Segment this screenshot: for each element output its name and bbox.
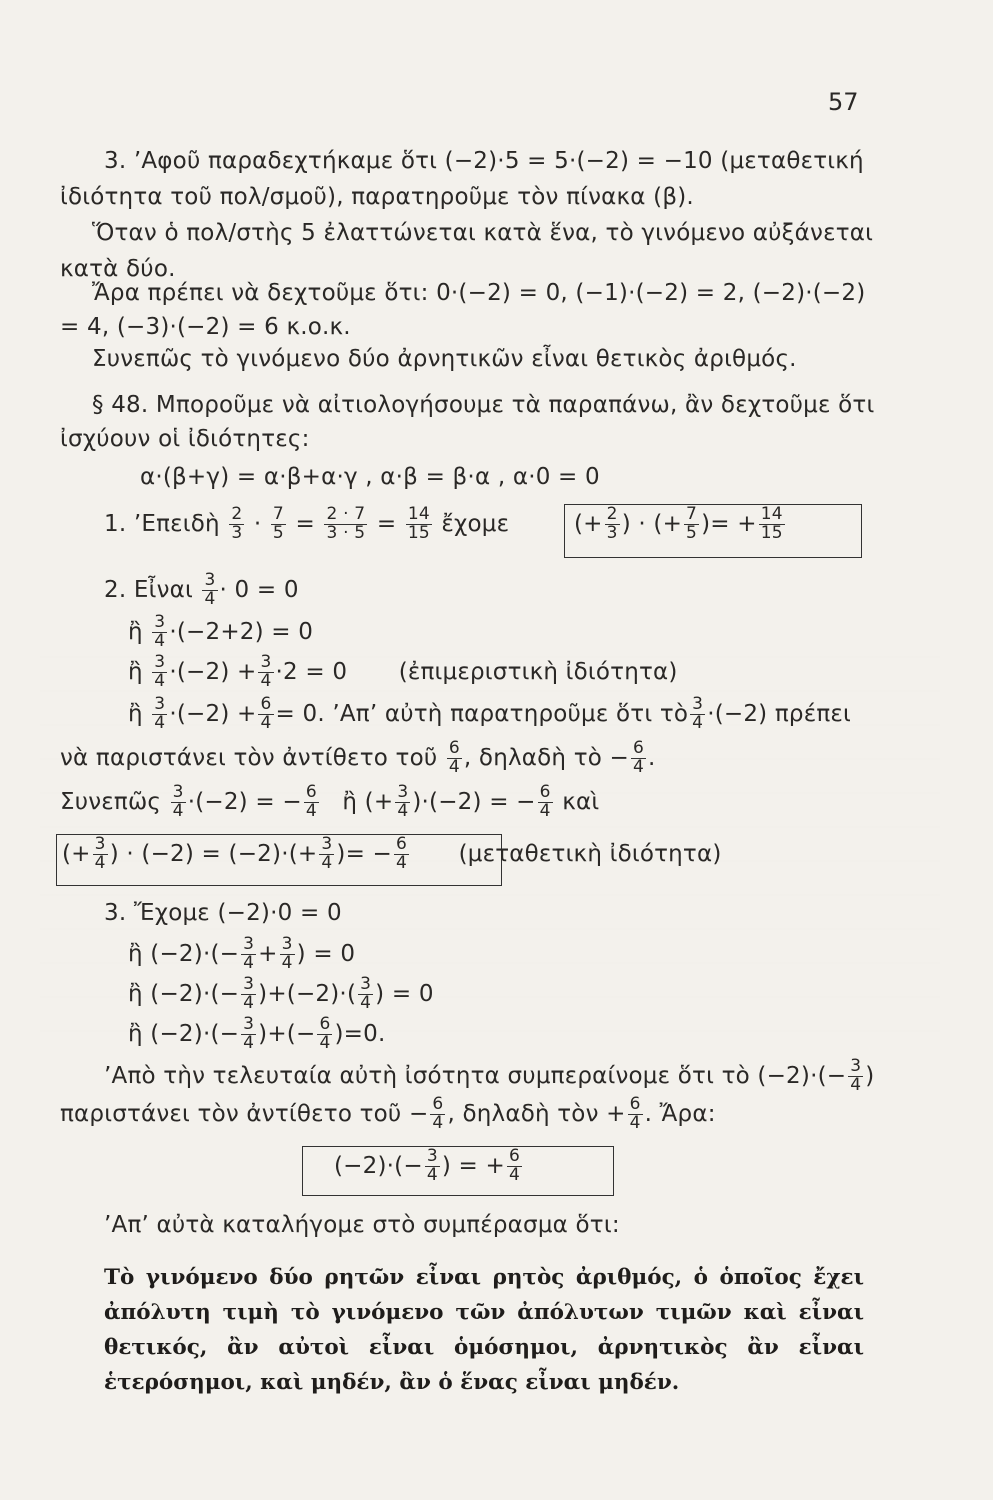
fraction: $\frac{7}{5}$ [272,504,284,543]
fraction: $\frac{14}{15}$ [407,504,430,543]
item2-line-d: ἢ $\frac{3}{4}$ ·(−2) + $\frac{6}{4}$ = 0. ’Απ’ αὐτὴ παρατηροῦμε ὅτι τὸ $\frac{3}{4}$ ·(−2) πρέπει [128,694,852,733]
item1-line: 1. ’Επειδὴ $\frac{2}{3}$ · $\frac{7}{5}$ = $\frac{2 \cdot 7}{3 \cdot 5}$ = $\frac{14}{15}$ ἔχομε [104,504,510,543]
item2-line-f: Συνεπῶς $\frac{3}{4}$ ·(−2) = − $\frac{6}{4}$ ἢ (+ $\frac{3}{4}$ )·(−2) = − $\frac{6}{4}$ καὶ [60,782,600,821]
boxed-formula-3-content: (−2)·(− $\frac{3}{4}$ ) = + $\frac{6}{4}$ [334,1146,521,1185]
p3-line6: = 4, (−3)·(−2) = 6 κ.ο.κ. [60,314,351,340]
item2-line-e: νὰ παριστάνει τὸν ἀντίθετο τοῦ $\frac{6}{4}$ , δηλαδὴ τὸ − $\frac{6}{4}$ . [60,738,656,777]
item3-line-a: 3. Ἔχομε (−2)·0 = 0 [104,900,342,926]
s48-line1: § 48. Μποροῦμε νὰ αἰτιολογήσουμε τὰ παραπάνω, ἂν δεχτοῦμε ὅτι [92,392,875,418]
p3-line1: 3. ’Αφοῦ παραδεχτήκαμε ὅτι (−2)·5 = 5·(−2) = −10 (μεταθετική [104,148,864,174]
conclusion-intro: ’Απ’ αὐτὰ καταλήγομε στὸ συμπέρασμα ὅτι: [104,1212,620,1238]
s48-properties: α·(β+γ) = α·β+α·γ , α·β = β·α , α·0 = 0 [140,464,600,490]
item2-line-b: ἢ $\frac{3}{4}$ ·(−2+2) = 0 [128,612,314,651]
p3-line4: κατὰ δύο. [60,256,176,282]
page-number: 57 [828,88,859,116]
fraction: $\frac{2 \cdot 7}{3 \cdot 5}$ [326,504,366,543]
item2-line-g: (+ $\frac{3}{4}$ ) · (−2) = (−2)·(+ $\frac{3}{4}$ )= − $\frac{6}{4}$ (μεταθετικὴ ἰδιότητα) [62,834,722,873]
p3-line3: Ὅταν ὁ πολ/στὴς 5 ἐλαττώνεται κατὰ ἕνα, τὸ γινόμενο αὐξάνεται [92,220,874,246]
p3-line5: Ἄρα πρέπει νὰ δεχτοῦμε ὅτι: 0·(−2) = 0, (−1)·(−2) = 2, (−2)·(−2) [92,280,866,306]
p3-line7: Συνεπῶς τὸ γινόμενο δύο ἀρνητικῶν εἶναι θετικὸς ἀριθμός. [92,346,797,372]
s48-line2: ἰσχύουν οἱ ἰδιότητες: [60,426,310,452]
item3-line-b: ἢ (−2)·(− $\frac{3}{4}$ + $\frac{3}{4}$ ) = 0 [128,934,356,973]
item2-line-c: ἢ $\frac{3}{4}$ ·(−2) + $\frac{3}{4}$ ·2 = 0 (ἐπιμεριστικὴ ἰδιότητα) [128,652,678,691]
item2-line-a: 2. Εἶναι $\frac{3}{4}$ · 0 = 0 [104,570,299,609]
item3-line-c: ἢ (−2)·(− $\frac{3}{4}$ )+(−2)·( $\frac{3}{4}$ ) = 0 [128,974,434,1013]
boxed-formula-1-content: (+ $\frac{2}{3}$ ) · (+ $\frac{7}{5}$ )= + $\frac{14}{15}$ [574,504,783,543]
p3-line2: ἰδιότητα τοῦ πολ/σμοῦ), παρατηροῦμε τὸν πίνακα (β). [60,184,694,210]
item3-line-e: ’Απὸ τὴν τελευταία αὐτὴ ἰσότητα συμπεραίνομε ὅτι τὸ (−2)·(− $\frac{3}{4}$ ) [104,1056,875,1095]
fraction: $\frac{2}{3}$ [231,504,243,543]
item3-line-f: παριστάνει τὸν ἀντίθετο τοῦ − $\frac{6}{4}$ , δηλαδὴ τὸν + $\frac{6}{4}$ . Ἄρα: [60,1094,716,1133]
conclusion-statement: Τὸ γινόμενο δύο ρητῶν εἶναι ρητὸς ἀριθμός, ὁ ὁποῖος ἔχει ἀπόλυτη τιμὴ τὸ γινόμενο τῶν ἀπόλυτων τιμῶν καὶ εἶναι θετικός, ἂν αὐτοὶ εἶναι ὁμόσημοι, ἀρνητικὸς ἂν εἶναι ἑτερόσημοι, καὶ μηδέν, ἂν ὁ ἕνας εἶναι μηδέν. [104,1265,864,1395]
item3-line-d: ἢ (−2)·(− $\frac{3}{4}$ )+(− $\frac{6}{4}$ )=0. [128,1014,386,1053]
